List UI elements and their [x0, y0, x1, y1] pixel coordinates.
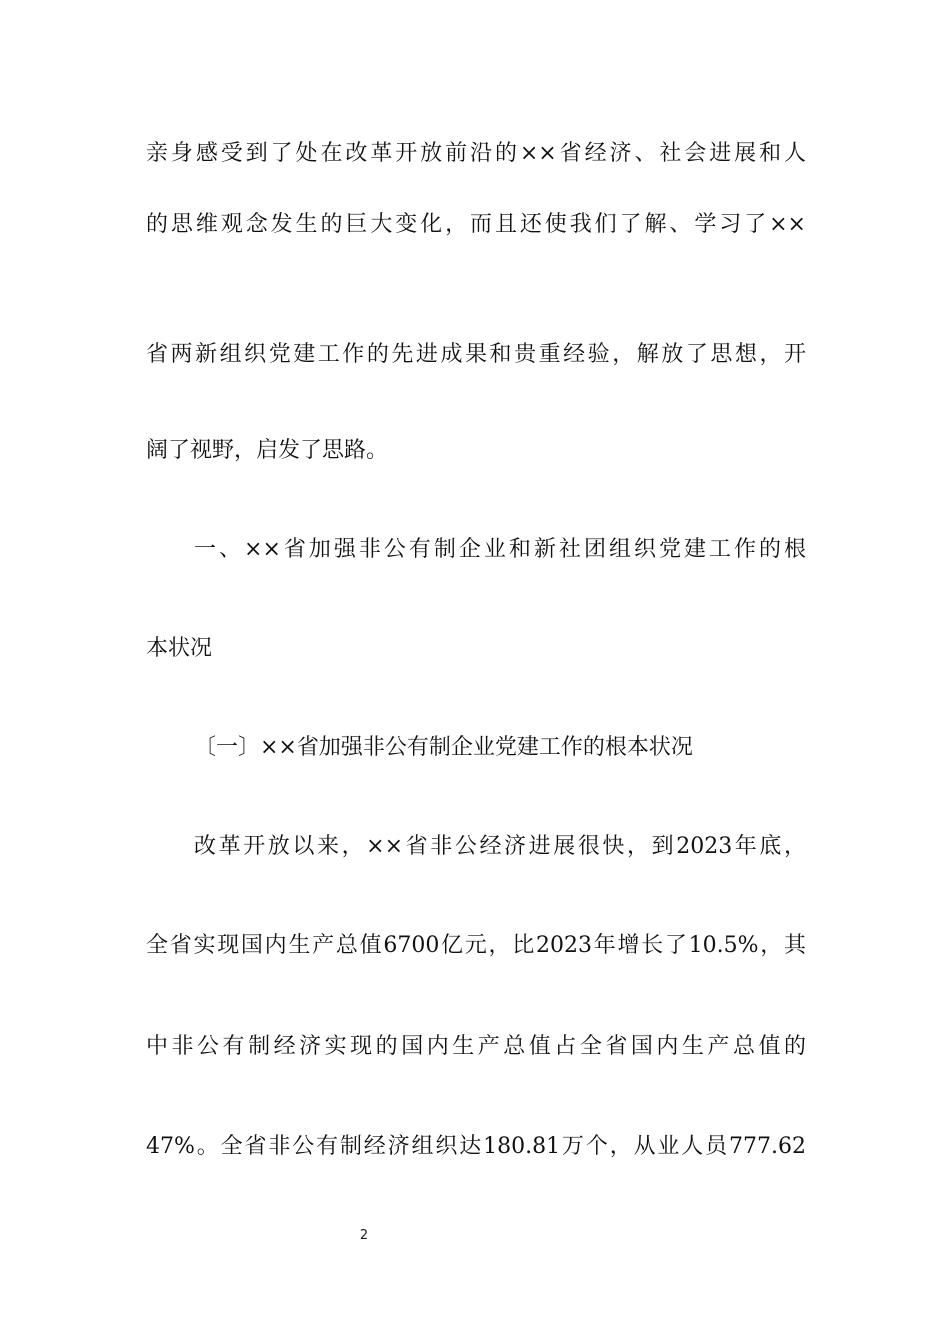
- body-text-line: 省两新组织党建工作的先进成果和贵重经验，解放了思想，开: [146, 342, 806, 367]
- body-text-line: 全省实现国内生产总值6700亿元，比2023年增长了10.5%，其: [146, 933, 806, 958]
- body-text-line: 的思维观念发生的巨大变化，而且还使我们了解、学习了××: [146, 212, 806, 237]
- body-text-line: 中非公有制经济实现的国内生产总值占全省国内生产总值的: [146, 1034, 806, 1059]
- section-heading-line: 本状况: [146, 636, 213, 661]
- body-text-line: 47%。全省非公有制经济组织达180.81万个，从业人员777.62: [146, 1134, 806, 1159]
- body-text-line: 阔了视野，启发了思路。: [146, 438, 389, 463]
- subsection-heading: 〔一〕××省加强非公有制企业党建工作的根本状况: [194, 735, 693, 760]
- page-number: 2: [359, 1228, 369, 1243]
- section-heading-line: 一、××省加强非公有制企业和新社团组织党建工作的根: [194, 537, 806, 562]
- body-text-line: 改革开放以来，××省非公经济进展很快，到2023年底，: [194, 834, 806, 859]
- body-text-line: 亲身感受到了处在改革开放前沿的××省经济、社会进展和人: [146, 141, 806, 166]
